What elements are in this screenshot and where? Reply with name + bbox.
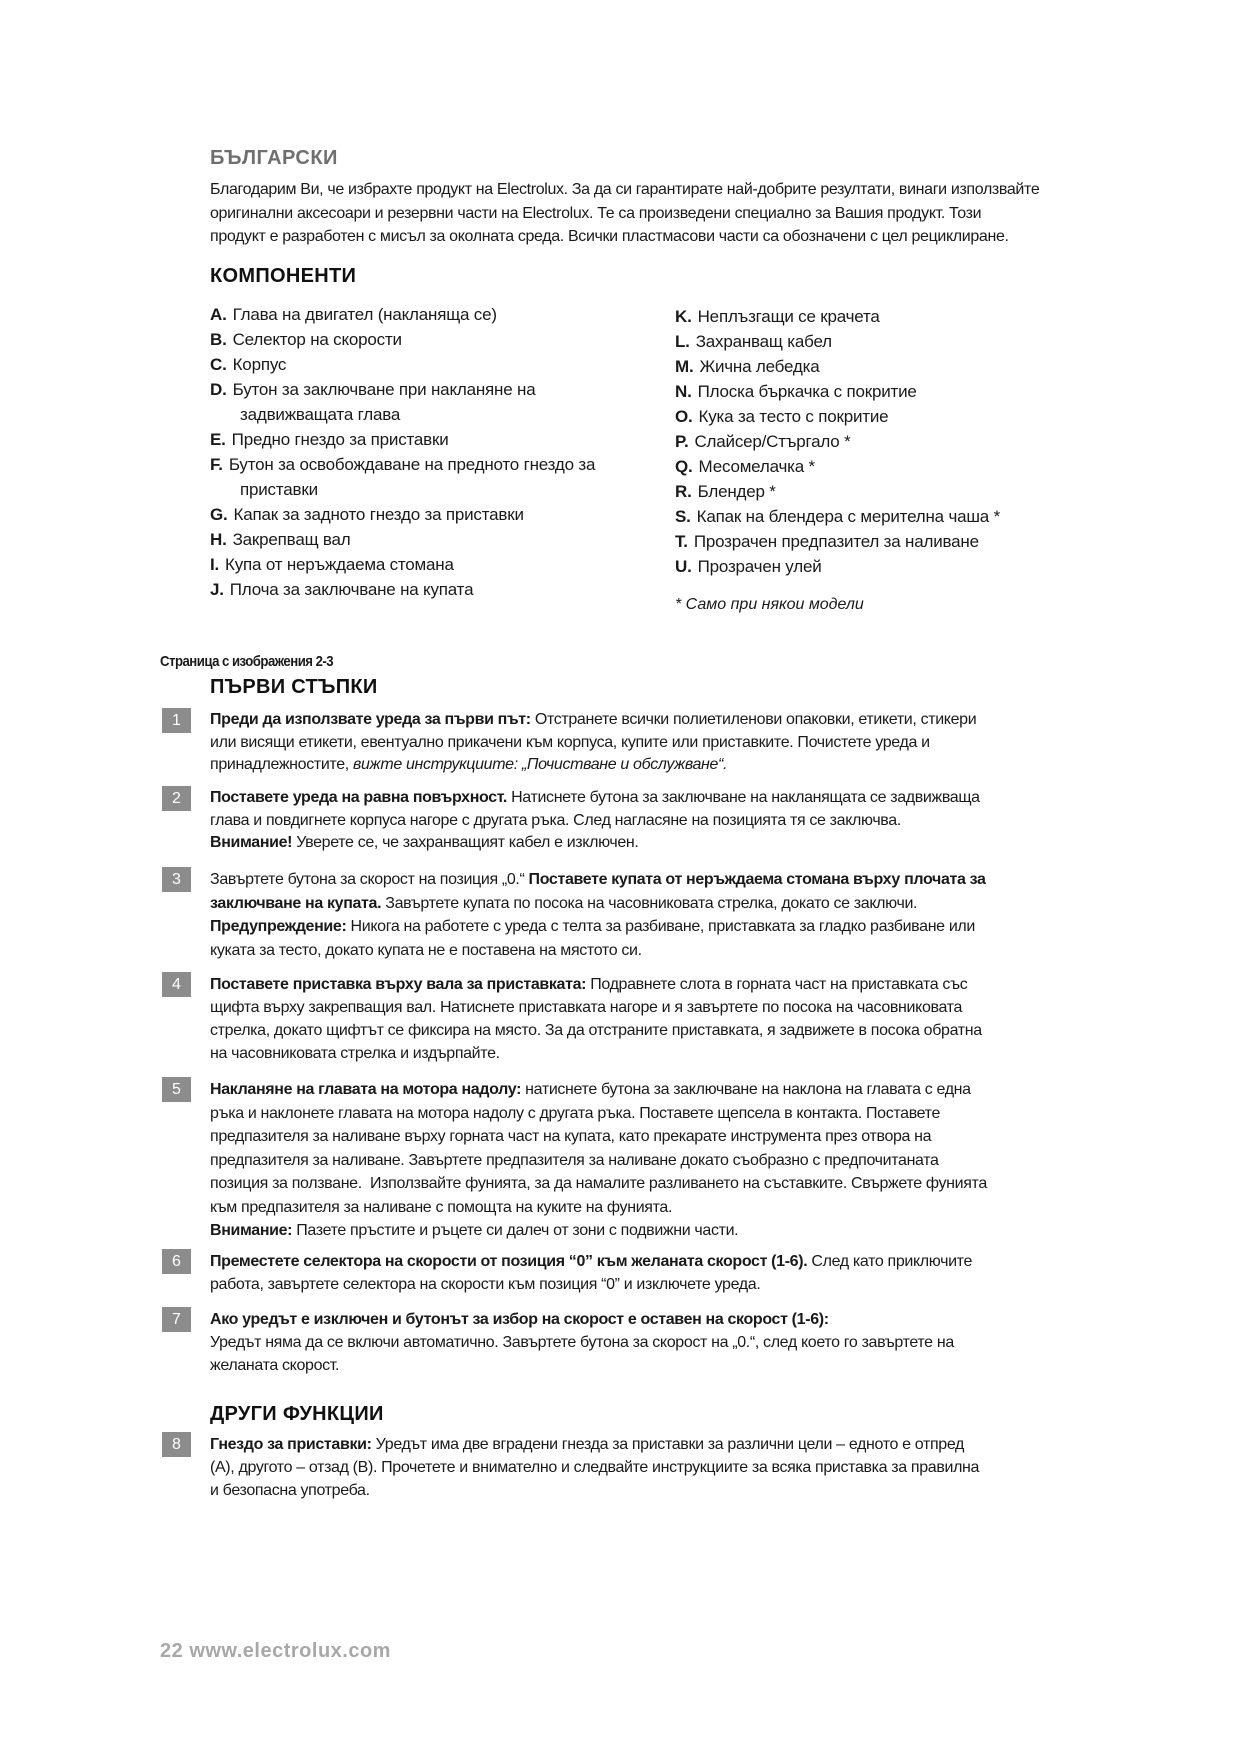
component-letter: N. [675,382,692,401]
step-line [210,892,1140,916]
step-line [210,868,1140,892]
step-bold-text: Поставете уреда на равна повърхност. [210,789,507,806]
component-label: Слайсер/Стъргало * [694,432,851,451]
component-item [675,479,1000,504]
component-letter: L. [675,332,690,351]
step-body-text: работа, завъртете селектора на скорости към позиция “0” и изключете уреда. [210,1276,761,1293]
step-body-text: или висящи етикети, евентуално прикачени към корпуса, купите или приставките. Почистете уреда и [210,733,930,751]
component-label: Плоча за заключване на купата [229,580,474,599]
component-letter: J. [210,580,224,599]
components-list-left [210,302,595,602]
page-number: 22 [160,1640,184,1662]
component-item [675,429,1000,454]
component-letter: C. [210,355,227,374]
component-letter: F. [210,455,223,474]
step-text [210,1433,1140,1502]
intro-line: Благодарим Ви, че избрахте продукт на Electrolux. За да си гарантирате най-добрите резултати, винаги използвайте [210,181,1040,198]
step-line [210,1172,1140,1196]
page-reference: Страница с изображения 2-3 [160,653,334,670]
step-bold-text: Внимание! [210,834,293,851]
step-bold-text: Внимание: [210,1222,293,1239]
component-letter: D. [210,380,227,399]
step-text [210,1078,1140,1243]
component-letter: O. [675,407,693,426]
step-line [210,832,1140,855]
step-bold-text: Гнездо за приставки: [210,1436,372,1453]
step-body-text: на часовниковата стрелка и издърпайте. [210,1045,500,1062]
component-label-continued: задвижващата глава [240,405,401,424]
component-letter: S. [675,507,691,526]
step-line [210,996,1140,1019]
step-number-badge: 7 [162,1307,191,1332]
component-label: Бутон за освобождаване на предното гнездо за [228,455,596,474]
step-bold-text: Накланяне на главата на мотора надолу: [210,1081,522,1098]
component-label: Жична лебедка [699,357,820,376]
step-text [210,787,1140,855]
step-line [210,787,1140,810]
step-body-text: глава и повдигнете корпуса нагоре с другата ръка. След нагласяне на позицията тя се заключва. [210,811,901,829]
step-line [210,1219,1140,1243]
step-line [210,1273,1140,1296]
component-letter: K. [675,307,692,326]
component-item [675,404,1000,429]
component-item [210,327,595,352]
component-item [675,304,1000,329]
component-item [210,527,595,552]
component-label: Неплъзгащи се крачета [697,307,880,326]
step-bold-text: Преместете селектора на скорости от позиция “0” към желаната скорост (1-6). [210,1253,808,1270]
first-steps-heading: ПЪРВИ СТЪПКИ [210,676,378,698]
component-item [675,554,1000,579]
step-body-text: принадлежностите, [210,756,353,773]
step-line [210,939,1140,963]
step-line [210,1433,1140,1456]
component-letter: E. [210,430,226,449]
step-body-text: Отстранете всички полиетиленови опаковки, етикети, стикери [530,711,977,728]
step-body-text: Подравнете слота в горната част на приставката със [586,976,968,993]
intro-paragraph [210,178,1130,249]
step-body-text: желаната скорост. [210,1357,340,1374]
step-body-text: След като приключите [807,1253,973,1270]
step-line [210,1354,1140,1377]
step-line [210,973,1140,996]
components-heading: КОМПОНЕНТИ [210,265,357,287]
component-letter: T. [675,532,688,551]
component-label: Блендер * [697,482,776,501]
step-bold-text: Преди да използвате уреда за първи път: [210,711,531,728]
step-body-text: щифта върху закрепващия вал. Натиснете приставката нагоре и я завъртете по посока на часовниковата [210,999,963,1016]
step-body-text: стрелка, докато щифтът се фиксира на място. За да отстраните приставката, я задвижете в посока обратна [210,1022,982,1039]
component-letter: H. [210,530,227,549]
component-item [210,352,595,377]
step-body-text: Завъртете бутона за скорост на позиция „0.“ [210,871,529,888]
step-line [210,732,1140,755]
step-body-text: Уредът има две вградени гнезда за приставки за различни цели – едното е отпред [371,1436,964,1453]
step-text [210,1308,1140,1377]
component-label: Капак на блендера с мерителна чаша * [696,507,1000,526]
component-letter: G. [210,505,228,524]
component-label: Предно гнездо за приставки [231,430,449,449]
step-number-badge: 3 [162,867,191,892]
component-label-continued: приставки [240,480,318,499]
step-italic-text: вижте инструкциите: „Почистване и обслужване“. [352,756,728,773]
step-body-text: предпазителя за наливане. Завъртете предпазителя за наливане докато съобразно с предпочитаната [210,1151,939,1169]
step-number-badge: 1 [162,708,191,733]
component-letter: U. [675,557,692,576]
step-number-badge: 4 [162,972,191,997]
step-text [210,973,1140,1065]
component-label: Корпус [232,355,287,374]
component-letter: M. [675,357,694,376]
component-item [675,504,1000,529]
step-body-text: позиция за ползване. Използвайте фунията, за да намалите разливането на съставките. Свържете фунията [210,1175,987,1192]
step-line [210,1308,1140,1331]
intro-line: продукт е разработен с мисъл за околната среда. Всички пластмасови части са обозначени с цел рециклиране. [210,228,1009,245]
component-label: Капак за задното гнездо за приставки [233,505,524,524]
step-body-text: и безопасна употреба. [210,1482,370,1499]
step-line [210,1102,1140,1126]
step-line [210,810,1140,833]
step-number-badge: 8 [162,1432,191,1457]
component-label: Прозрачен улей [697,557,822,576]
step-number-badge: 5 [162,1077,191,1102]
component-label: Кука за тесто с покритие [698,407,889,426]
step-line [210,915,1140,939]
component-item [210,502,595,527]
component-item [675,454,1000,479]
step-body-text: Уредът няма да се включи автоматично. Завъртете бутона за скорост на „0.“, след което го завъртете на [210,1334,954,1351]
step-bold-text: Ако уредът е изключен и бутонът за избор на скорост е оставен на скорост (1-6): [210,1311,829,1328]
step-line [210,1196,1140,1220]
step-number-badge: 2 [162,786,191,811]
step-body-text: Натиснете бутона за заключване на накланящата се задвижваща [506,789,980,806]
component-item [210,552,595,577]
step-text [210,868,1140,962]
other-functions-heading: ДРУГИ ФУНКЦИИ [210,1403,384,1425]
component-letter: B. [210,330,227,349]
step-body-text: ръка и наклонете главата на мотора надолу с другата ръка. Поставете щепсела в контакта. Поставете [210,1104,941,1122]
component-label: Бутон за заключване при накланяне на [232,380,536,399]
step-text [210,709,1140,777]
step-body-text: Уверете се, че захранващият кабел е изключен. [292,834,639,851]
step-body-text: натиснете бутона за заключване на наклона на главата с една [521,1081,971,1098]
component-label: Купа от неръждаема стомана [225,555,454,574]
component-item [675,329,1000,354]
step-bold-text: заключване на купата. [210,894,382,912]
component-label: Прозрачен предпазител за наливане [693,532,979,551]
component-item [210,377,595,402]
step-line [210,1019,1140,1042]
component-item [210,427,595,452]
component-item [210,577,595,602]
component-item [675,379,1000,404]
step-bold-text: Предупреждение: [210,918,347,935]
component-letter: Q. [675,457,693,476]
language-title: БЪЛГАРСКИ [210,147,338,169]
intro-line: оригинални аксесоари и резервни части на Electrolux. Те са произведени специално за Вашия продукт. Този [210,204,982,222]
component-item [675,354,1000,379]
step-line [210,709,1140,732]
component-letter: R. [675,482,692,501]
components-footnote: * Само при някои модели [675,596,864,613]
page-footer [160,1640,391,1663]
step-body-text: куката за тесто, докато купата не е поставена на мястото си. [210,941,642,959]
step-body-text: Никога на работете с уреда с телта за разбиване, приставката за гладко разбиване или [346,918,975,935]
step-line [210,1456,1140,1479]
step-line [210,1149,1140,1173]
components-list-right [675,304,1000,579]
step-line [210,1250,1140,1273]
step-body-text: към предпазителя за наливане с помощта на куките на фунията. [210,1198,673,1216]
step-line [210,1078,1140,1102]
step-line [210,1331,1140,1354]
step-body-text: (A), другото – отзад (B). Прочетете и внимателно и следвайте инструкциите за всяка приставка за правилна [210,1459,980,1476]
component-label: Селектор на скорости [232,330,402,349]
step-line [210,1042,1140,1065]
component-label: Закрепващ вал [232,530,351,549]
component-item [210,302,595,327]
component-label: Захранващ кабел [695,332,832,351]
step-body-text: Завъртете купата по посока на часовниковата стрелка, докато се заключи. [381,894,918,912]
step-bold-text: Поставете купата от неръждаема стомана върху плочата за [528,871,986,888]
step-line [210,754,1140,777]
component-letter: A. [210,305,227,324]
step-body-text: предпазителя за наливане върху горната част на купата, като прекарате инструмента през отвора на [210,1128,932,1145]
component-label: Глава на двигател (накланяща се) [232,305,497,324]
component-label: Плоска бъркачка с покритие [697,382,917,401]
component-item [675,529,1000,554]
step-number-badge: 6 [162,1249,191,1274]
component-letter: P. [675,432,689,451]
step-line [210,1125,1140,1149]
footer-url: www.electrolux.com [189,1640,391,1662]
component-letter: I. [210,555,220,574]
component-item [210,452,595,477]
step-bold-text: Поставете приставка върху вала за приставката: [210,976,587,993]
step-text [210,1250,1140,1296]
component-label: Месомелачка * [698,457,815,476]
step-body-text: Пазете пръстите и ръцете си далеч от зони с подвижни части. [292,1222,739,1239]
step-line [210,1479,1140,1502]
